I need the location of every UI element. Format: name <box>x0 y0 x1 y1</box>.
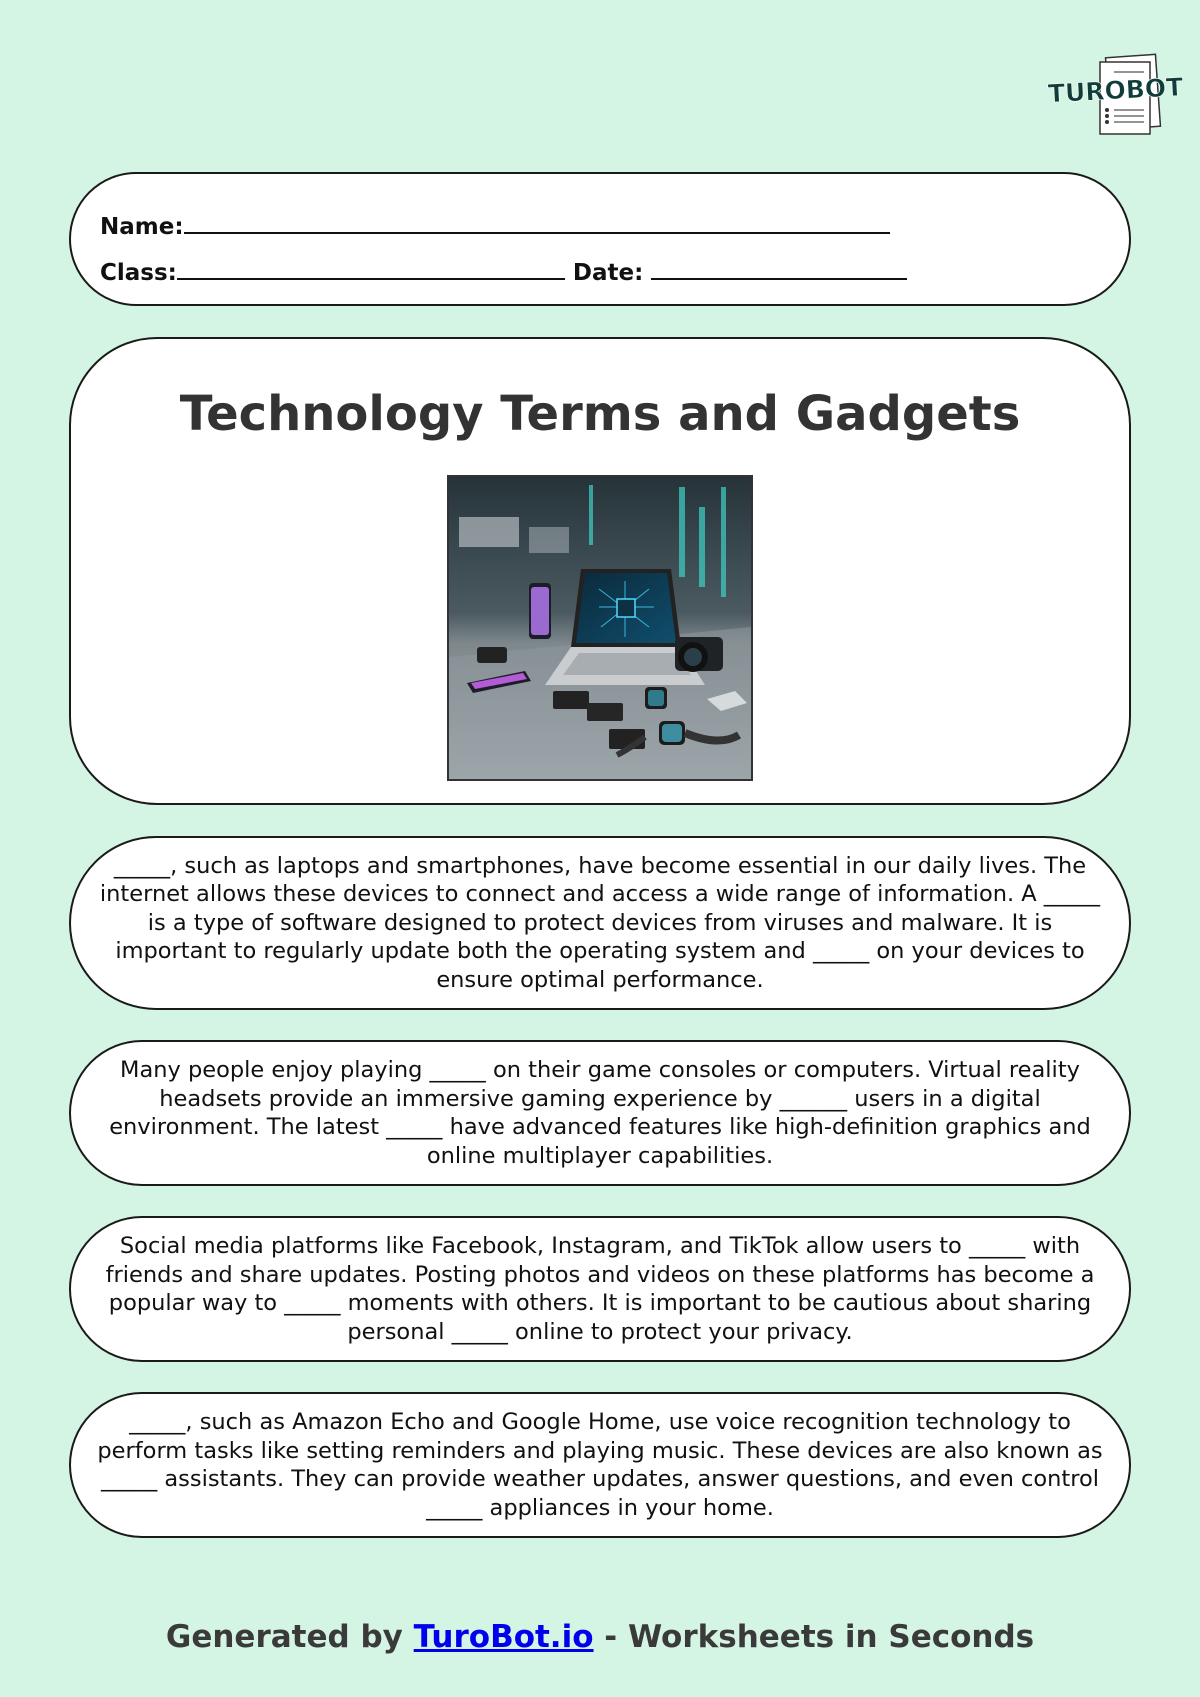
class-line[interactable] <box>177 256 565 280</box>
logo-text: TUROBOT <box>1047 72 1184 109</box>
class-label: Class: <box>100 260 177 286</box>
paragraph-box-3 <box>69 1216 1131 1362</box>
class-date-row <box>100 256 1129 287</box>
paragraph-text-2: Many people enjoy playing _____ on their game consoles or computers. Virtual reality headsets provide an immersive gaming experience by ______ users in a digital environment. The latest _____ have advanced features like high-definition graphics and online multiplayer capabilities. <box>109 1057 1091 1169</box>
name-label: Name: <box>100 214 184 240</box>
turobot-logo <box>1044 52 1184 136</box>
student-info-box <box>69 172 1131 306</box>
paragraph-box-2 <box>69 1040 1131 1186</box>
tech-gadgets-image <box>447 475 753 781</box>
name-row <box>100 210 1129 241</box>
page-title: Technology Terms and Gadgets <box>179 386 1021 442</box>
date-label: Date: <box>572 260 644 286</box>
footer <box>0 1617 1200 1657</box>
footer-suffix: - Worksheets in Seconds <box>593 1619 1035 1655</box>
date-line[interactable] <box>651 256 907 280</box>
paragraph-text-1: _____, such as laptops and smartphones, have become essential in our daily lives. The internet allows these devices to connect and access a wide range of information. A _____ is a type of software designed to protect devices from viruses and malware. It is important to regularly update both the operating system and _____ on your devices to ensure optimal performance. <box>99 852 1101 993</box>
title-box <box>69 337 1131 805</box>
paragraph-text-3: Social media platforms like Facebook, Instagram, and TikTok allow users to _____ with friends and share updates. Posting photos and videos on these platforms has become a popular way to _____ moments with others. It is important to be cautious about sharing personal _____ online to protect your privacy. <box>105 1233 1095 1345</box>
footer-prefix: Generated by <box>165 1619 414 1655</box>
paragraph-box-1 <box>69 836 1131 1010</box>
name-line[interactable] <box>184 210 890 234</box>
turobot-link[interactable]: TuroBot.io <box>413 1619 594 1655</box>
paragraph-text-4: _____, such as Amazon Echo and Google Home, use voice recognition technology to perform tasks like setting reminders and playing music. These devices are also known as _____ assistants. They can provide weather updates, answer questions, and even control _____ appliances in your home. <box>97 1409 1103 1521</box>
paragraph-box-4 <box>69 1392 1131 1538</box>
